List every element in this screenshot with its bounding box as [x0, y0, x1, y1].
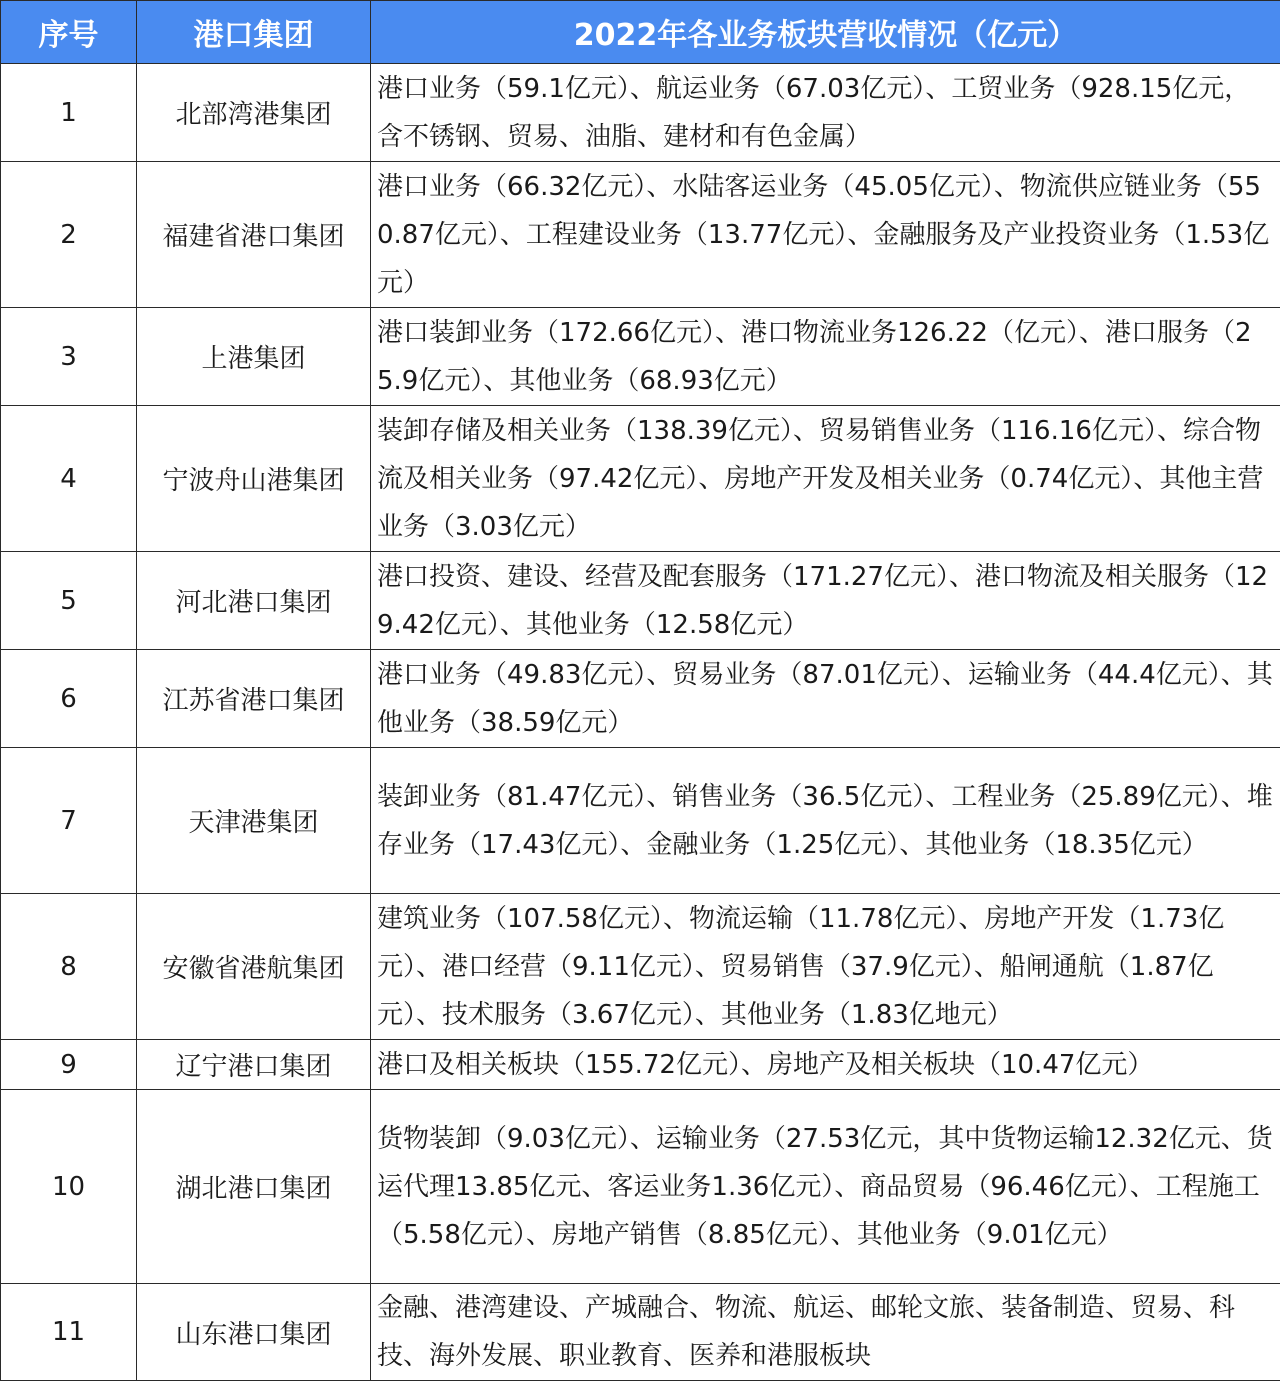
header-group: 港口集团: [137, 1, 371, 64]
row-index: 8: [1, 894, 137, 1040]
row-revenue: 港口业务（66.32亿元）、水陆客运业务（45.05亿元）、物流供应链业务（550.87亿元）、工程建设业务（13.77亿元）、金融服务及产业投资业务（1.53亿元）: [371, 162, 1280, 308]
table-row: [1, 308, 1280, 406]
row-group: 河北港口集团: [137, 552, 371, 650]
row-index: 2: [1, 162, 137, 308]
table-row: [1, 406, 1280, 552]
table-row: [1, 1090, 1280, 1284]
row-revenue: 港口业务（49.83亿元）、贸易业务（87.01亿元）、运输业务（44.4亿元）、其他业务（38.59亿元）: [371, 650, 1280, 748]
row-group: 江苏省港口集团: [137, 650, 371, 748]
row-revenue: 建筑业务（107.58亿元）、物流运输（11.78亿元）、房地产开发（1.73亿元）、港口经营（9.11亿元）、贸易销售（37.9亿元）、船闸通航（1.87亿元）、技术服务（3.67亿元）、其他业务（1.83亿地元）: [371, 894, 1280, 1040]
table-body: [1, 64, 1280, 1381]
row-revenue: 装卸存储及相关业务（138.39亿元）、贸易销售业务（116.16亿元）、综合物流及相关业务（97.42亿元）、房地产开发及相关业务（0.74亿元）、其他主营业务（3.03亿元）: [371, 406, 1280, 552]
header-row: [1, 1, 1280, 64]
row-index: 9: [1, 1040, 137, 1090]
row-revenue: 金融、港湾建设、产城融合、物流、航运、邮轮文旅、装备制造、贸易、科技、海外发展、职业教育、医养和港服板块: [371, 1284, 1280, 1381]
table-row: [1, 64, 1280, 162]
header-index: 序号: [1, 1, 137, 64]
row-group: 福建省港口集团: [137, 162, 371, 308]
row-group: 天津港集团: [137, 748, 371, 894]
row-revenue: 港口业务（59.1亿元）、航运业务（67.03亿元）、工贸业务（928.15亿元，含不锈钢、贸易、油脂、建材和有色金属）: [371, 64, 1280, 162]
row-revenue: 货物装卸（9.03亿元）、运输业务（27.53亿元，其中货物运输12.32亿元、货运代理13.85亿元、客运业务1.36亿元）、商品贸易（96.46亿元）、工程施工（5.58亿元）、房地产销售（8.85亿元）、其他业务（9.01亿元）: [371, 1090, 1280, 1284]
table-header: [1, 1, 1280, 64]
row-group: 辽宁港口集团: [137, 1040, 371, 1090]
table-row: [1, 650, 1280, 748]
row-revenue: 装卸业务（81.47亿元）、销售业务（36.5亿元）、工程业务（25.89亿元）、堆存业务（17.43亿元）、金融业务（1.25亿元）、其他业务（18.35亿元）: [371, 748, 1280, 894]
row-revenue: 港口装卸业务（172.66亿元）、港口物流业务126.22（亿元）、港口服务（25.9亿元）、其他业务（68.93亿元）: [371, 308, 1280, 406]
row-group: 安徽省港航集团: [137, 894, 371, 1040]
row-index: 7: [1, 748, 137, 894]
row-group: 北部湾港集团: [137, 64, 371, 162]
row-group: 宁波舟山港集团: [137, 406, 371, 552]
row-revenue: 港口投资、建设、经营及配套服务（171.27亿元）、港口物流及相关服务（129.42亿元）、其他业务（12.58亿元）: [371, 552, 1280, 650]
row-index: 6: [1, 650, 137, 748]
table-row: [1, 894, 1280, 1040]
row-index: 10: [1, 1090, 137, 1284]
row-index: 3: [1, 308, 137, 406]
row-group: 湖北港口集团: [137, 1090, 371, 1284]
row-index: 5: [1, 552, 137, 650]
row-index: 11: [1, 1284, 137, 1381]
row-revenue: 港口及相关板块（155.72亿元）、房地产及相关板块（10.47亿元）: [371, 1040, 1280, 1090]
table-row: [1, 162, 1280, 308]
row-group: 山东港口集团: [137, 1284, 371, 1381]
row-index: 1: [1, 64, 137, 162]
table-row: [1, 1284, 1280, 1381]
table-row: [1, 748, 1280, 894]
row-group: 上港集团: [137, 308, 371, 406]
table-row: [1, 1040, 1280, 1090]
row-index: 4: [1, 406, 137, 552]
header-revenue: 2022年各业务板块营收情况（亿元）: [371, 1, 1280, 64]
table-row: [1, 552, 1280, 650]
